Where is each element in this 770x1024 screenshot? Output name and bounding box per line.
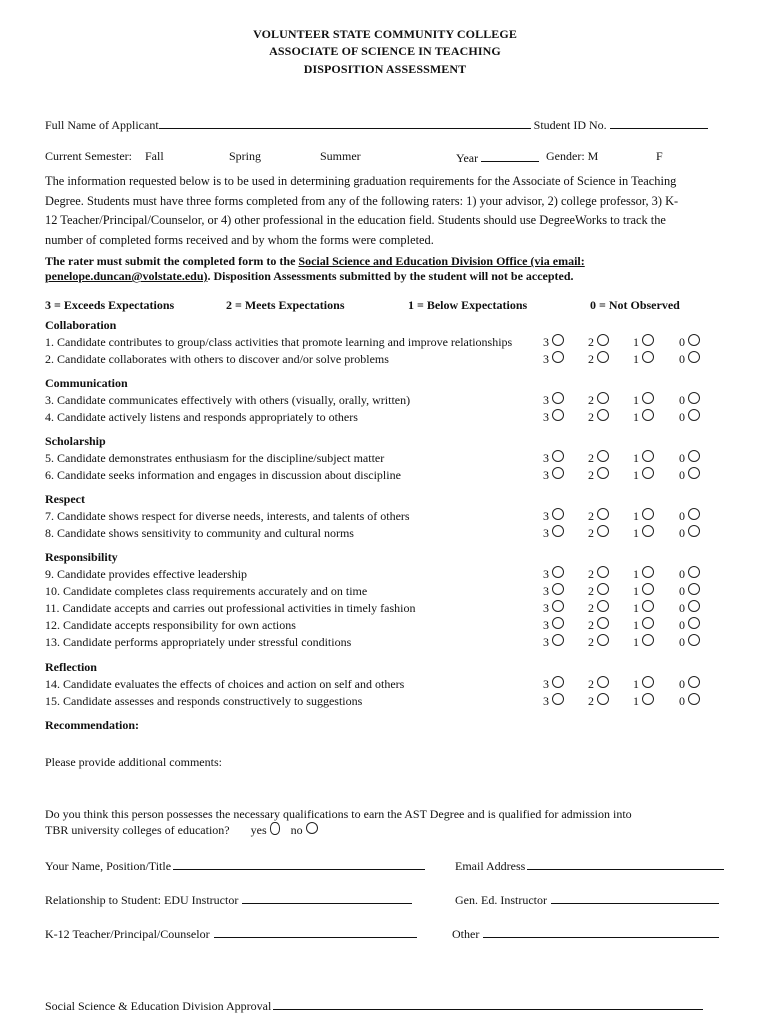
rating-option-1 [633, 635, 654, 650]
rating-option-3 [543, 526, 564, 541]
rating-radio[interactable] [642, 351, 654, 363]
section-title: Collaboration [45, 318, 117, 332]
rating-value: 0 [679, 567, 685, 581]
rating-value: 1 [633, 468, 639, 482]
rating-radio[interactable] [688, 566, 700, 578]
rating-value: 3 [543, 694, 549, 708]
rating-value: 0 [679, 352, 685, 366]
submit-note-part2: . Disposition Assessments submitted by the student will not be accepted. [207, 269, 574, 283]
rating-radio[interactable] [688, 634, 700, 646]
qualification-question-line2 [45, 823, 318, 838]
rating-option-3 [543, 410, 564, 425]
rating-value: 0 [679, 451, 685, 465]
rating-value: 3 [543, 352, 549, 366]
rating-option-1 [633, 584, 654, 599]
rating-value: 2 [588, 635, 594, 649]
rating-value: 0 [679, 335, 685, 349]
rating-value: 3 [543, 601, 549, 615]
rating-option-1 [633, 468, 654, 483]
rating-value: 0 [679, 694, 685, 708]
rating-value: 1 [633, 393, 639, 407]
criterion-text: 6. Candidate seeks information and engages in discussion about discipline [45, 468, 401, 482]
rating-value: 1 [633, 601, 639, 615]
section-title: Communication [45, 376, 128, 390]
rating-value: 2 [588, 694, 594, 708]
rating-value: 0 [679, 584, 685, 598]
rating-value: 0 [679, 601, 685, 615]
other-field[interactable] [483, 925, 719, 938]
approval-field[interactable] [273, 997, 703, 1010]
rating-value: 3 [543, 677, 549, 691]
rating-radio[interactable] [552, 617, 564, 629]
rating-option-2 [588, 352, 609, 367]
rating-option-3 [543, 468, 564, 483]
rating-option-0 [679, 410, 700, 425]
rating-radio[interactable] [597, 617, 609, 629]
rating-radio[interactable] [688, 525, 700, 537]
section-title: Responsibility [45, 550, 118, 564]
rating-value: 3 [543, 410, 549, 424]
rating-value: 1 [633, 635, 639, 649]
rater-name-label: Your Name, Position/Title [45, 859, 172, 873]
program-title: ASSOCIATE OF SCIENCE IN TEACHING [269, 44, 501, 58]
email-label: Email Address [455, 859, 526, 873]
criterion-text: 11. Candidate accepts and carries out professional activities in timely fashion [45, 601, 416, 615]
rating-option-2 [588, 410, 609, 425]
rating-radio[interactable] [597, 566, 609, 578]
rating-radio[interactable] [642, 392, 654, 404]
rater-name-field[interactable] [173, 857, 425, 870]
rating-value: 2 [588, 584, 594, 598]
rating-radio[interactable] [597, 334, 609, 346]
rating-radio[interactable] [597, 392, 609, 404]
criterion-text: 3. Candidate communicates effectively with others (visually, orally, written) [45, 393, 411, 407]
rating-option-2 [588, 335, 609, 350]
rating-option-3 [543, 635, 564, 650]
rating-option-3 [543, 509, 564, 524]
gender-label[interactable]: Gender: M [546, 149, 599, 163]
rating-radio[interactable] [552, 334, 564, 346]
rating-value: 1 [633, 618, 639, 632]
rating-radio[interactable] [552, 450, 564, 462]
gened-label[interactable]: Gen. Ed. Instructor [455, 893, 547, 907]
criterion-text: 13. Candidate performs appropriately under stressful conditions [45, 635, 352, 649]
rating-value: 1 [633, 694, 639, 708]
criterion-text: 5. Candidate demonstrates enthusiasm for the discipline/subject matter [45, 451, 385, 465]
rating-value: 1 [633, 567, 639, 581]
rating-radio[interactable] [688, 334, 700, 346]
rating-value: 2 [588, 601, 594, 615]
gender-f[interactable]: F [656, 149, 663, 163]
rating-option-0 [679, 352, 700, 367]
rating-option-3 [543, 694, 564, 709]
other-row [452, 925, 719, 942]
rating-value: 3 [543, 618, 549, 632]
rating-value: 2 [588, 335, 594, 349]
rating-option-1 [633, 618, 654, 633]
rating-value: 3 [543, 468, 549, 482]
rating-radio[interactable] [688, 467, 700, 479]
rating-value: 2 [588, 451, 594, 465]
gened-row [455, 891, 719, 908]
applicant-name-row [45, 116, 708, 133]
rating-option-0 [679, 694, 700, 709]
rating-option-0 [679, 451, 700, 466]
rating-value: 1 [633, 410, 639, 424]
rating-radio[interactable] [642, 525, 654, 537]
rating-value: 1 [633, 677, 639, 691]
rating-value: 3 [543, 451, 549, 465]
rating-value: 3 [543, 526, 549, 540]
rating-value: 3 [543, 335, 549, 349]
rating-radio[interactable] [552, 634, 564, 646]
rating-option-1 [633, 601, 654, 616]
rating-radio[interactable] [552, 676, 564, 688]
submit-note-part1: The rater must submit the completed form to the [45, 254, 299, 268]
rating-option-3 [543, 584, 564, 599]
rating-radio[interactable] [642, 676, 654, 688]
rating-option-1 [633, 393, 654, 408]
rating-option-0 [679, 584, 700, 599]
rating-radio[interactable] [642, 600, 654, 612]
student-id-field[interactable] [610, 116, 708, 129]
rating-option-0 [679, 567, 700, 582]
rating-value: 2 [588, 352, 594, 366]
rating-option-0 [679, 335, 700, 350]
rating-option-3 [543, 451, 564, 466]
rating-option-2 [588, 601, 609, 616]
rating-option-2 [588, 618, 609, 633]
criterion-text: 9. Candidate provides effective leadership [45, 567, 248, 581]
rating-radio[interactable] [552, 392, 564, 404]
scale-1: 1 = Below Expectations [408, 298, 528, 312]
year-label: Year [456, 151, 479, 165]
rating-value: 1 [633, 451, 639, 465]
rating-radio[interactable] [688, 508, 700, 520]
rating-value: 2 [588, 618, 594, 632]
qualification-question-text: TBR university colleges of education? [45, 823, 230, 837]
full-name-label: Full Name of Applicant [45, 118, 159, 132]
no-radio[interactable] [306, 822, 318, 834]
rating-value: 0 [679, 468, 685, 482]
college-title: VOLUNTEER STATE COMMUNITY COLLEGE [253, 27, 517, 41]
edu-instructor-field[interactable] [242, 891, 412, 904]
rating-option-1 [633, 335, 654, 350]
criterion-text: 4. Candidate actively listens and responds appropriately to others [45, 410, 358, 424]
approval-row [45, 997, 703, 1014]
criterion-text: 15. Candidate assesses and responds constructively to suggestions [45, 694, 363, 708]
relationship-row [45, 891, 412, 908]
criterion-text: 7. Candidate shows respect for diverse needs, interests, and talents of others [45, 509, 410, 523]
comments-label: Please provide additional comments: [45, 755, 222, 769]
rating-option-1 [633, 677, 654, 692]
k12-field[interactable] [214, 925, 417, 938]
rating-value: 1 [633, 509, 639, 523]
rating-option-2 [588, 468, 609, 483]
rating-radio[interactable] [688, 583, 700, 595]
rating-option-3 [543, 335, 564, 350]
rating-radio[interactable] [688, 392, 700, 404]
qualification-question-line1: Do you think this person possesses the necessary qualifications to earn the AST Degree and is qualified for admission into [45, 807, 632, 821]
rating-radio[interactable] [642, 693, 654, 705]
rating-value: 0 [679, 677, 685, 691]
rating-option-2 [588, 509, 609, 524]
rating-radio[interactable] [688, 600, 700, 612]
form-title: DISPOSITION ASSESSMENT [303, 62, 467, 76]
rating-option-0 [679, 677, 700, 692]
rating-value: 2 [588, 677, 594, 691]
scale-3: 3 = Exceeds Expectations [45, 298, 175, 312]
rating-radio[interactable] [552, 566, 564, 578]
rating-value: 3 [543, 635, 549, 649]
full-name-field[interactable] [159, 116, 531, 129]
yes-label: yes [250, 823, 267, 837]
rating-option-1 [633, 509, 654, 524]
rating-radio[interactable] [597, 693, 609, 705]
yes-radio[interactable] [270, 822, 280, 835]
rating-radio[interactable] [552, 508, 564, 520]
rating-radio[interactable] [552, 600, 564, 612]
rating-value: 1 [633, 352, 639, 366]
rating-radio[interactable] [552, 693, 564, 705]
scale-2: 2 = Meets Expectations [226, 298, 345, 312]
student-id-label: Student ID No. [533, 118, 607, 132]
criterion-text: 12. Candidate accepts responsibility for own actions [45, 618, 296, 632]
rating-radio[interactable] [688, 409, 700, 421]
rating-option-2 [588, 567, 609, 582]
email-row [455, 857, 724, 874]
rating-value: 2 [588, 393, 594, 407]
rating-radio[interactable] [688, 693, 700, 705]
rating-radio[interactable] [642, 450, 654, 462]
criterion-text: 10. Candidate completes class requirements accurately and on time [45, 584, 368, 598]
rating-option-3 [543, 677, 564, 692]
rating-option-2 [588, 393, 609, 408]
rating-option-0 [679, 601, 700, 616]
rating-value: 0 [679, 410, 685, 424]
k12-row [45, 925, 417, 942]
rating-option-2 [588, 694, 609, 709]
rating-value: 0 [679, 618, 685, 632]
rating-radio[interactable] [597, 450, 609, 462]
approval-label: Social Science & Education Division Approval [45, 999, 272, 1013]
rating-value: 2 [588, 468, 594, 482]
section-title: Respect [45, 492, 85, 506]
rating-radio[interactable] [642, 334, 654, 346]
rating-radio[interactable] [597, 508, 609, 520]
rating-radio[interactable] [552, 467, 564, 479]
rating-option-0 [679, 526, 700, 541]
rater-name-row [45, 857, 425, 874]
section-title: Scholarship [45, 434, 106, 448]
rating-value: 1 [633, 335, 639, 349]
rating-value: 2 [588, 410, 594, 424]
other-label[interactable]: Other [452, 927, 480, 941]
rating-radio[interactable] [688, 676, 700, 688]
comments-area[interactable] [45, 770, 725, 802]
rating-value: 3 [543, 393, 549, 407]
rating-radio[interactable] [642, 566, 654, 578]
rating-option-2 [588, 451, 609, 466]
rating-option-3 [543, 618, 564, 633]
rating-radio[interactable] [597, 525, 609, 537]
rating-radio[interactable] [552, 525, 564, 537]
rating-value: 1 [633, 584, 639, 598]
rating-radio[interactable] [688, 351, 700, 363]
rating-option-3 [543, 352, 564, 367]
criterion-text: 14. Candidate evaluates the effects of choices and action on self and others [45, 677, 405, 691]
rating-option-3 [543, 393, 564, 408]
criterion-text: 2. Candidate collaborates with others to discover and/or solve problems [45, 352, 389, 366]
rating-option-1 [633, 526, 654, 541]
rating-option-0 [679, 468, 700, 483]
rating-radio[interactable] [642, 409, 654, 421]
rating-value: 2 [588, 567, 594, 581]
rating-option-0 [679, 509, 700, 524]
rating-radio[interactable] [552, 583, 564, 595]
criterion-text: 8. Candidate shows sensitivity to community and cultural norms [45, 526, 354, 540]
semester-spring[interactable]: Spring [229, 149, 262, 163]
gened-field[interactable] [551, 891, 719, 904]
rating-option-0 [679, 635, 700, 650]
rating-radio[interactable] [597, 583, 609, 595]
rating-radio[interactable] [597, 634, 609, 646]
rating-radio[interactable] [642, 617, 654, 629]
rating-value: 2 [588, 509, 594, 523]
rating-radio[interactable] [597, 676, 609, 688]
intro-paragraph: The information requested below is to be used in determining graduation requirements for the Associate of Science in Teaching Degree. Students must have three forms completed from any of the following raters: 1) your advisor, 2) college professor, 3) K-12 Teacher/Principal/Counselor, or 4) other professional in the education field. Students should use DegreeWorks to track the number of completed forms received and by whom the forms were completed. [45, 174, 679, 247]
rating-radio[interactable] [688, 450, 700, 462]
semester-fall[interactable]: Fall [145, 149, 164, 163]
email-field[interactable] [527, 857, 724, 870]
rating-option-1 [633, 694, 654, 709]
rating-radio[interactable] [597, 351, 609, 363]
rating-value: 3 [543, 509, 549, 523]
rating-option-0 [679, 618, 700, 633]
rating-option-0 [679, 393, 700, 408]
submit-note [45, 254, 685, 284]
rating-option-1 [633, 567, 654, 582]
rating-option-3 [543, 567, 564, 582]
rating-radio[interactable] [642, 583, 654, 595]
rating-value: 0 [679, 509, 685, 523]
relationship-label[interactable]: Relationship to Student: EDU Instructor [45, 893, 239, 907]
rating-option-2 [588, 635, 609, 650]
rating-radio[interactable] [597, 600, 609, 612]
rating-option-2 [588, 526, 609, 541]
section-title: Reflection [45, 660, 97, 674]
rating-value: 1 [633, 526, 639, 540]
rating-value: 0 [679, 526, 685, 540]
semester-label: Current Semester: [45, 149, 132, 163]
year-row [456, 149, 539, 166]
rating-value: 0 [679, 393, 685, 407]
rating-option-1 [633, 410, 654, 425]
rating-value: 3 [543, 567, 549, 581]
no-label: no [290, 823, 303, 837]
rating-radio[interactable] [642, 634, 654, 646]
rating-value: 3 [543, 584, 549, 598]
rating-radio[interactable] [642, 508, 654, 520]
rating-option-2 [588, 677, 609, 692]
rating-option-1 [633, 451, 654, 466]
rating-option-2 [588, 584, 609, 599]
year-field[interactable] [481, 149, 539, 162]
rating-radio[interactable] [597, 467, 609, 479]
criterion-text: 1. Candidate contributes to group/class activities that promote learning and improve relationships [45, 335, 513, 349]
rating-radio[interactable] [552, 351, 564, 363]
rating-option-3 [543, 601, 564, 616]
semester-summer[interactable]: Summer [320, 149, 361, 163]
rating-radio[interactable] [688, 617, 700, 629]
rating-value: 0 [679, 635, 685, 649]
rating-value: 2 [588, 526, 594, 540]
rating-radio[interactable] [642, 467, 654, 479]
rating-radio[interactable] [597, 409, 609, 421]
scale-0: 0 = Not Observed [590, 298, 680, 312]
recommendation-label: Recommendation: [45, 718, 139, 732]
k12-label[interactable]: K-12 Teacher/Principal/Counselor [45, 927, 210, 941]
rating-option-1 [633, 352, 654, 367]
submit-note-office[interactable]: Social Science and Education Division Office (via email: penelope.duncan@volstate.edu) [45, 254, 585, 283]
rating-radio[interactable] [552, 409, 564, 421]
